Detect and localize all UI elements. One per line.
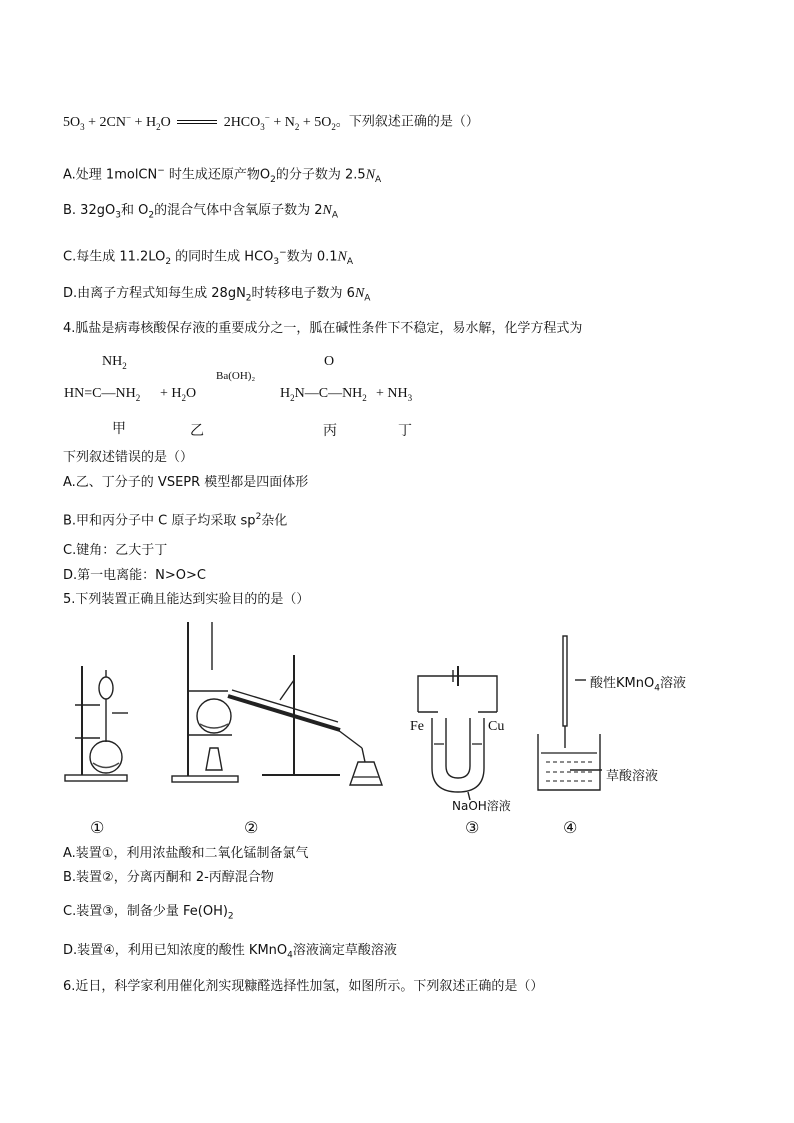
equation-lhs: $5O_3 + 2CN^- + H_2O$ bbox=[63, 112, 171, 132]
q4-question: 下列叙述错误的是（） bbox=[63, 450, 194, 465]
equation-rhs: $2HCO_3^- + N_2 + 5O_2$ bbox=[223, 112, 336, 132]
label-bing: 丙 bbox=[323, 423, 337, 439]
kmno4-label: 酸性KMnO$_4$溶液 bbox=[590, 676, 686, 694]
equation-prompt: 。下列叙述正确的是（） bbox=[335, 114, 479, 130]
oxalic-label: 草酸溶液 bbox=[606, 769, 659, 784]
q5-stem: 5.下列装置正确且能达到实验目的的是（） bbox=[63, 592, 310, 607]
apparatus-label-3: ③ bbox=[465, 818, 480, 837]
naoh-label: NaOH溶液 bbox=[452, 799, 511, 813]
q5-option-b: B.装置②，分离丙酮和 2-丙醇混合物 bbox=[63, 870, 274, 885]
q5-option-a: A.装置①，利用浓盐酸和二氧化锰制备氯气 bbox=[63, 846, 309, 861]
apparatus-label-2: ② bbox=[244, 818, 259, 837]
q6-stem: 6.近日，科学家利用催化剂实现糠醛选择性加氢，如图所示。下列叙述正确的是（） bbox=[63, 979, 544, 994]
label-jia: 甲 bbox=[112, 421, 126, 437]
apparatus-label-1: ① bbox=[90, 818, 105, 837]
apparatus-1 bbox=[65, 666, 128, 781]
q3-option-c: C.每生成 $11.2LO_2$ 的同时生成 $HCO_3^-$数为 $0.1N_A$ bbox=[63, 248, 354, 267]
guanidine-top-nh2: $NH_2$ bbox=[102, 354, 127, 371]
ammonia-term: + $NH_3$ bbox=[376, 386, 413, 403]
q5-option-c: C.装置③，制备少量 $Fe(OH)_2$ bbox=[63, 904, 234, 922]
q4-stem: 4.胍盐是病毒核酸保存液的重要成分之一，胍在碱性条件下不稳定，易水解，化学方程式为 bbox=[63, 321, 583, 336]
cu-electrode-label: Cu bbox=[488, 719, 505, 734]
urea-formula: $H_2N—C—NH_2$ bbox=[280, 386, 367, 403]
guanidine-formula: $HN=C—NH_2$ bbox=[64, 386, 141, 403]
q4-option-d: D.第一电离能：N>O>C bbox=[63, 568, 206, 583]
label-yi: 乙 bbox=[190, 423, 204, 439]
apparatus-label-4: ④ bbox=[563, 818, 578, 837]
q4-option-b: B.甲和丙分子中 C 原子均采取 $sp^2$杂化 bbox=[63, 512, 288, 529]
q5-option-d: D.装置④，利用已知浓度的酸性 KMnO$_4$溶液滴定草酸溶液 bbox=[63, 943, 397, 961]
label-ding: 丁 bbox=[398, 423, 412, 439]
urea-top-o: O bbox=[324, 354, 335, 369]
q4-option-a: A.乙、丁分子的 VSEPR 模型都是四面体形 bbox=[63, 475, 309, 490]
q3-option-d: D.由离子方程式知每生成 $28gN_2$时转移电子数为 $6N_A$ bbox=[63, 286, 371, 304]
q4-option-c: C.键角：乙大于丁 bbox=[63, 543, 168, 558]
apparatus-3 bbox=[418, 666, 497, 800]
fe-electrode-label: Fe bbox=[410, 719, 424, 734]
reagent-label: Ba(OH)₂ bbox=[216, 370, 256, 382]
apparatus-2 bbox=[172, 622, 382, 785]
apparatus-4 bbox=[538, 636, 602, 790]
water-term: + $H_2O$ bbox=[160, 386, 197, 403]
q3-option-a: A.处理 1molCN− 时生成还原产物$O_2$的分子数为 $2.5N_A$ bbox=[63, 166, 382, 185]
q3-option-b: B. $32gO_3$和 $O_2$的混合气体中含氧原子数为 $2N_A$ bbox=[63, 203, 338, 221]
